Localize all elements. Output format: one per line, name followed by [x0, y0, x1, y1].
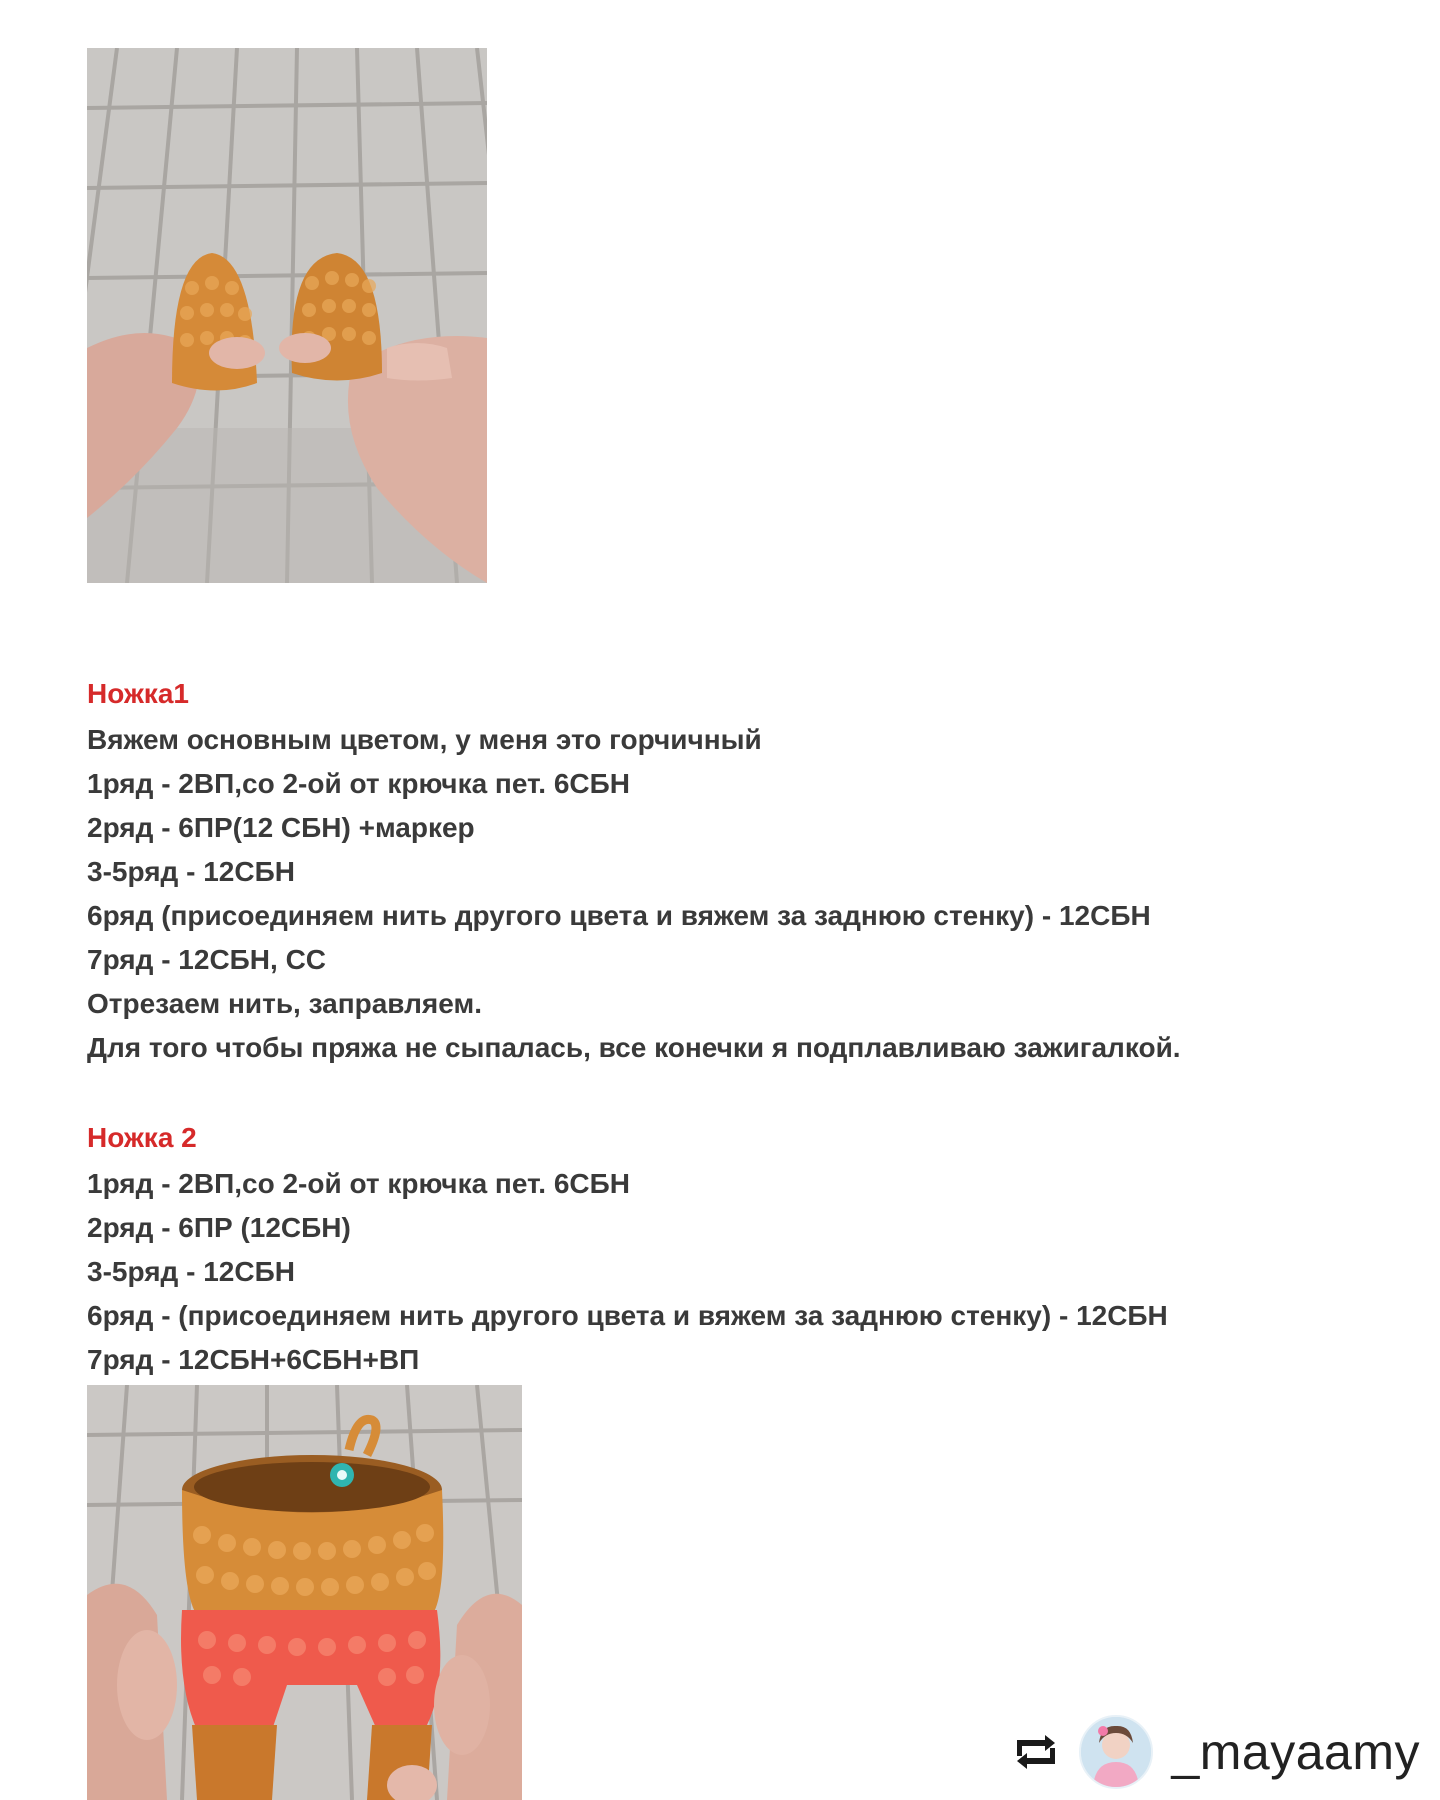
leg2-line: 7ряд - 12СБН+6СБН+ВП	[87, 1344, 420, 1375]
repost-username[interactable]: _mayaamy	[1171, 1724, 1420, 1780]
repost-icon	[1011, 1732, 1061, 1772]
photo-joined-legs	[87, 1385, 522, 1800]
repost-credit	[1011, 1712, 1420, 1792]
leg1-title: Ножка1	[87, 678, 189, 709]
leg2-line: 1ряд - 2ВП,со 2-ой от крючка пет. 6СБН	[87, 1168, 630, 1199]
leg1-section	[87, 674, 1181, 1070]
leg1-line: Для того чтобы пряжа не сыпалась, все конечки я подплавливаю зажигалкой.	[87, 1032, 1181, 1063]
leg2-section	[87, 1118, 1168, 1382]
leg1-line: 1ряд - 2ВП,со 2-ой от крючка пет. 6СБН	[87, 768, 630, 799]
avatar[interactable]	[1079, 1715, 1153, 1789]
leg1-line: Отрезаем нить, заправляем.	[87, 988, 482, 1019]
leg1-line: 6ряд (присоединяем нить другого цвета и вяжем за заднюю стенку) - 12СБН	[87, 900, 1151, 931]
leg1-line: Вяжем основным цветом, у меня это горчичный	[87, 724, 762, 755]
leg2-title: Ножка 2	[87, 1122, 197, 1153]
leg1-line: 7ряд - 12СБН, СС	[87, 944, 327, 975]
photo-joined-legs-image	[87, 1385, 522, 1800]
photo-leg-pieces	[87, 48, 487, 583]
leg1-line: 3-5ряд - 12СБН	[87, 856, 295, 887]
avatar-image	[1081, 1717, 1151, 1787]
leg1-line: 2ряд - 6ПР(12 СБН) +маркер	[87, 812, 475, 843]
leg2-line: 2ряд - 6ПР (12СБН)	[87, 1212, 351, 1243]
leg2-line: 3-5ряд - 12СБН	[87, 1256, 295, 1287]
photo-leg-pieces-image	[87, 48, 487, 583]
leg2-line: 6ряд - (присоединяем нить другого цвета и вяжем за заднюю стенку) - 12СБН	[87, 1300, 1168, 1331]
